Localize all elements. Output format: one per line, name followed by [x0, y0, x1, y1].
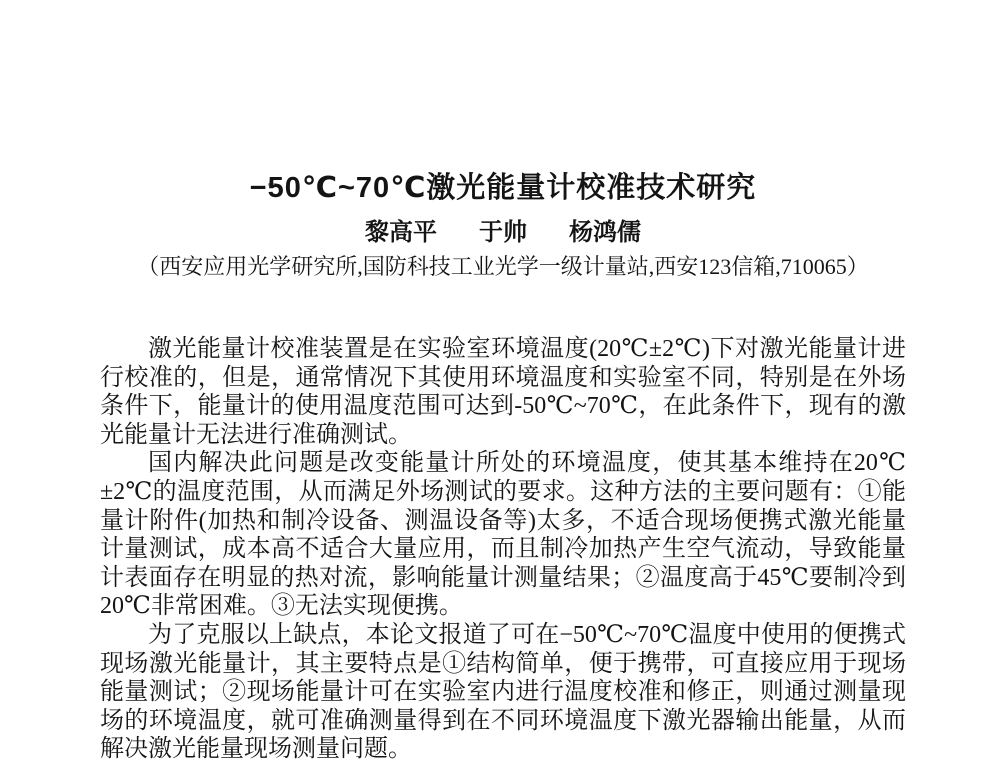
author-name: 于帅 [479, 220, 527, 246]
paper-body [100, 335, 906, 764]
paper-title: −50℃~70℃激光能量计校准技术研究 [249, 172, 757, 204]
page-content [100, 0, 906, 764]
authors-line [100, 218, 906, 248]
author-name: 黎高平 [365, 220, 437, 246]
paragraph: 激光能量计校准装置是在实验室环境温度(20℃±2℃)下对激光能量计进行校准的，但是，通常情况下其使用环境温度和实验室不同，特别是在外场条件下，能量计的使用温度范围可达到-50℃~70℃，在此条件下，现有的激光能量计无法进行准确测试。 [100, 336, 906, 448]
paper-affiliation: （西安应用光学研究所,国防科技工业光学一级计量站,西安123信箱,710065） [137, 254, 869, 279]
author-name: 杨鸿儒 [569, 220, 641, 246]
paragraph: 为了克服以上缺点，本论文报道了可在−50℃~70℃温度中使用的便携式现场激光能量计，其主要特点是①结构简单，便于携带，可直接应用于现场能量测试；②现场能量计可在实验室内进行温度校准和修正，则通过测量现场的环境温度，就可准确测量得到在不同环境温度下激光器输出能量，从而解决激光能量现场测量问题。 [100, 621, 906, 763]
paragraph: 国内解决此问题是改变能量计所处的环境温度，使其基本维持在20℃±2℃的温度范围，从而满足外场测试的要求。这种方法的主要问题有：①能量计附件(加热和制冷设备、测温设备等)太多，不适合现场便携式激光能量计量测试，成本高不适合大量应用，而且制冷加热产生空气流动，导致能量计表面存在明显的热对流，影响能量计测量结果；②温度高于45℃要制冷到20℃非常困难。③无法实现便携。 [100, 450, 906, 620]
